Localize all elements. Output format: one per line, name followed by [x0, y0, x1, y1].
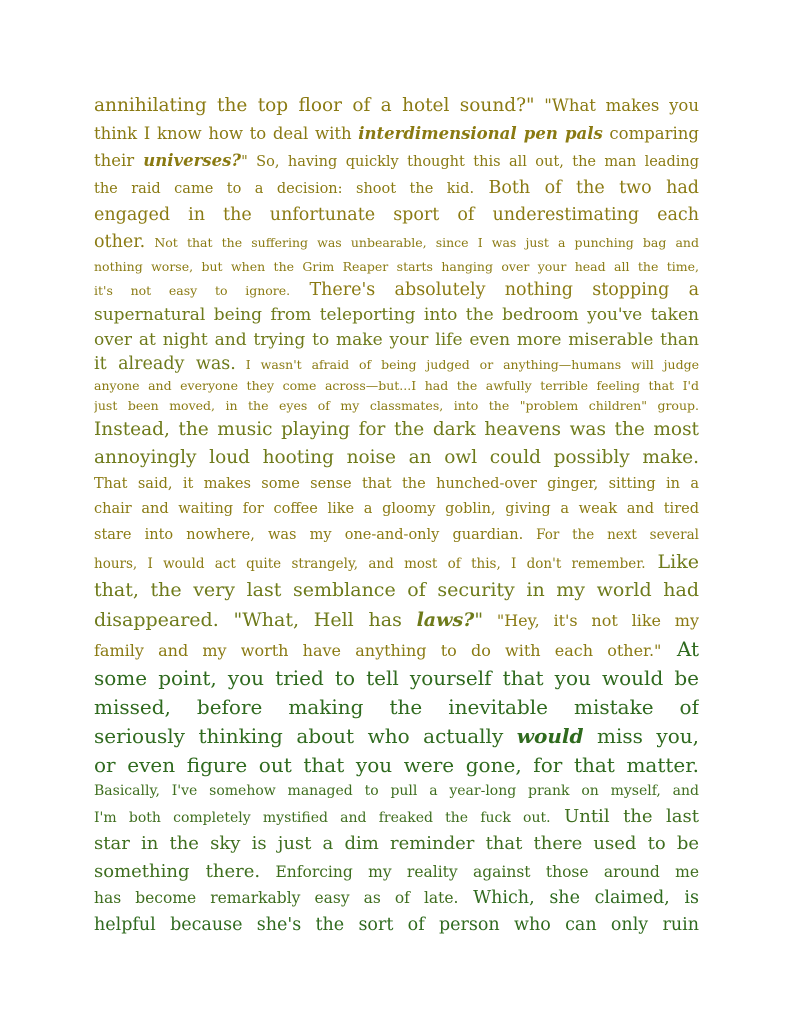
text-run: their [94, 151, 144, 170]
text-run: " [474, 609, 484, 631]
text-run: just been moved, in the eyes of my classmates, into the "problem children" group. [94, 398, 699, 413]
emphasis-text: would [516, 724, 584, 748]
text-run: Until the last [550, 806, 699, 827]
text-line [94, 174, 699, 202]
text-line [94, 496, 699, 521]
text-run: Like [645, 551, 699, 573]
text-run: nothing worse, but when the Grim Reaper starts hanging over your head all the time, [94, 259, 699, 274]
text-run: chair and waiting for coffee like a gloomy goblin, giving a weak and tired [94, 501, 699, 517]
text-line [94, 120, 699, 147]
text-run: some point, you tried to tell yourself that you would be [94, 666, 699, 690]
text-run: Both of the two had [474, 178, 699, 198]
text-line [94, 328, 699, 352]
text-run: engaged in the unfortunate sport of underestimating each [94, 205, 699, 225]
text-line [94, 858, 699, 885]
text-line [94, 722, 699, 751]
text-run: At [661, 637, 699, 661]
text-run: it already was. [94, 354, 236, 374]
text-line [94, 376, 699, 395]
text-run: comparing [602, 124, 699, 143]
text-line [94, 885, 699, 912]
text-line [94, 92, 699, 120]
text-run: That said, it makes some sense that the hunched-over ginger, sitting in a [94, 476, 699, 492]
text-run: that, the very last semblance of security in my world had [94, 579, 699, 601]
text-run: Enforcing my reality against those around me [260, 863, 699, 881]
text-line [94, 303, 699, 328]
text-run: annoyingly loud hooting noise an owl could possibly make. [94, 447, 699, 468]
text-run: I wasn't afraid of being judged or anything—humans will judge [235, 357, 699, 372]
emphasis-text: laws? [416, 609, 475, 631]
text-run: think I know how to deal with [94, 124, 359, 143]
text-line [94, 779, 699, 804]
text-run: " So, having quickly thought this all out, the man leading [241, 154, 699, 170]
text-line [94, 416, 699, 444]
text-run: other. [94, 232, 146, 252]
text-line [94, 202, 699, 229]
text-run: missed, before making the inevitable mistake of [94, 695, 699, 719]
text-line [94, 576, 699, 605]
text-run: supernatural being from teleporting into the bedroom you've taken [94, 305, 699, 325]
text-line [94, 635, 699, 664]
text-line [94, 664, 699, 693]
text-line [94, 352, 699, 376]
text-line [94, 605, 699, 635]
text-run: anyone and everyone they come across—but...I had the awfully terrible feeling that I'd [94, 378, 699, 393]
text-line [94, 444, 699, 471]
text-body [94, 92, 699, 939]
text-run: Which, she claimed, is [458, 888, 699, 908]
text-run: star in the sky is just a dim reminder that there used to be [94, 833, 699, 854]
text-line [94, 255, 699, 278]
text-line [94, 147, 699, 174]
emphasis-text: universes? [143, 151, 242, 170]
text-run: There's absolutely nothing stopping a [290, 280, 699, 300]
text-run: annihilating the top floor of a hotel sound?" [94, 95, 535, 116]
text-line [94, 830, 699, 858]
text-line [94, 912, 699, 939]
text-run: over at night and trying to make your life even more miserable than [94, 330, 699, 350]
text-run: "Hey, it's not like my [483, 611, 699, 630]
text-line [94, 278, 699, 303]
text-run: helpful because she's the sort of person who can only ruin [94, 915, 699, 935]
text-run: I'm both completely mystified and freaked the fuck out. [94, 810, 551, 826]
text-line [94, 471, 699, 496]
text-run: Not that the suffering was unbearable, since I was just a punching bag and [145, 235, 699, 250]
text-run: hours, I would act quite strangely, and most of this, I don't remember. [94, 556, 646, 572]
text-run: something there. [94, 861, 261, 882]
text-line [94, 395, 699, 416]
text-run: has become remarkably easy as of late. [94, 889, 459, 907]
text-line [94, 751, 699, 779]
text-line [94, 693, 699, 722]
text-run: or even figure out that you were gone, for that matter. [94, 753, 699, 777]
text-run: it's not easy to ignore. [94, 283, 291, 298]
text-run: "What makes you [534, 96, 699, 115]
text-run: seriously thinking about who actually [94, 724, 517, 748]
text-line [94, 548, 699, 576]
text-run: stare into nowhere, was my one-and-only guardian. [94, 527, 524, 543]
text-run: the raid came to a decision: shoot the kid. [94, 181, 475, 197]
text-run: Instead, the music playing for the dark heavens was the most [94, 419, 699, 440]
text-run: family and my worth have anything to do with each other." [94, 641, 662, 660]
emphasis-text: interdimensional pen pals [358, 124, 603, 143]
text-line [94, 229, 699, 255]
text-run: For the next several [523, 527, 699, 543]
text-run: Basically, I've somehow managed to pull a year-long prank on myself, and [94, 783, 699, 799]
text-run: disappeared. [94, 609, 219, 631]
text-line [94, 804, 699, 830]
text-run: "What, Hell has [218, 609, 417, 631]
text-line [94, 521, 699, 548]
text-run: miss you, [583, 724, 699, 748]
